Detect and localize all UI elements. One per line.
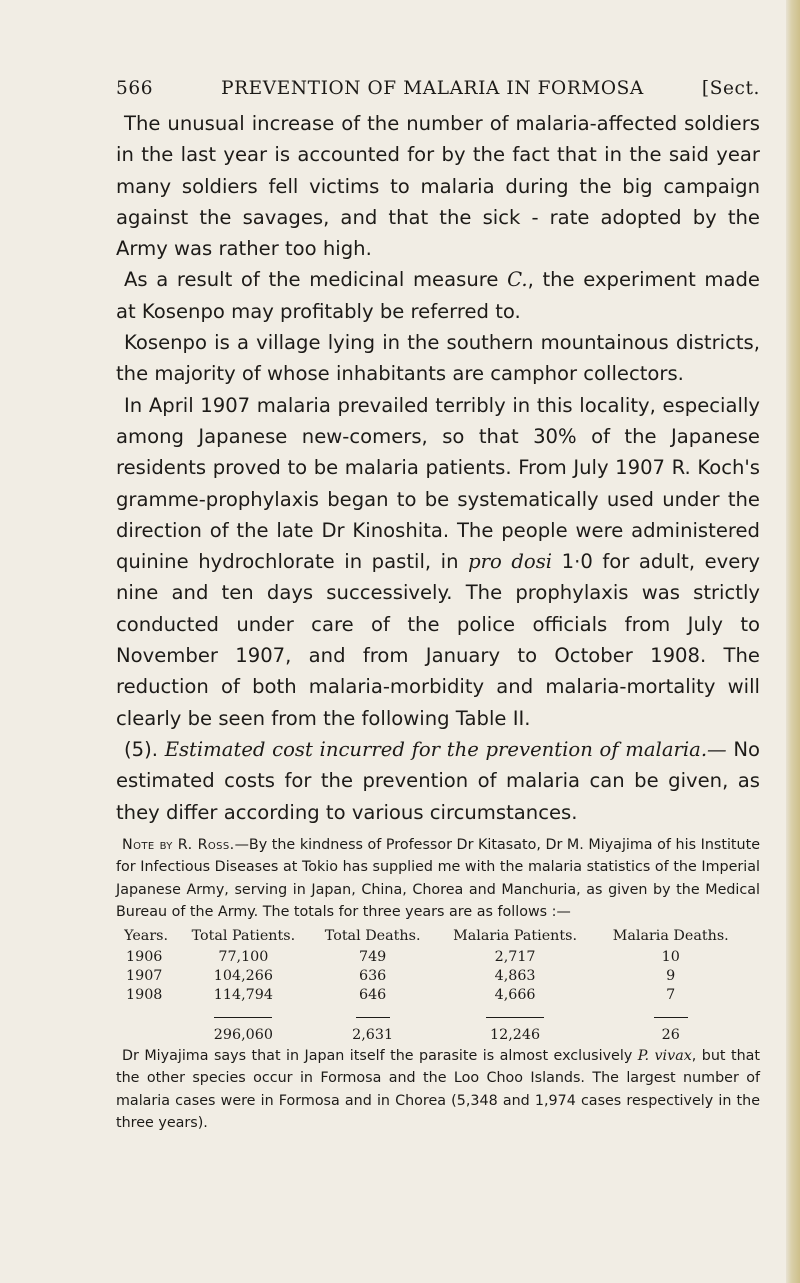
table-cell: 9 (666, 968, 676, 985)
footnote (116, 834, 760, 924)
table-cell: 7 (666, 987, 676, 1004)
statistics-table (116, 928, 746, 1043)
total-rule (486, 1017, 544, 1018)
table-cell: 2,717 (494, 949, 536, 966)
note-text: —By the kindness of Professor Dr Kitasato, Dr M. Miyajima of his Institute for Infectious Diseases at Tokio has supplied me with the malaria statistics of the Imperial Japanese Army, serving in Japan, China, Chorea and Manchuria, as given by the Medical Bureau of the Army. The totals for three years are as follows :— (116, 836, 760, 921)
table-header-row (116, 928, 746, 948)
column-header: Malaria Deaths. (612, 927, 729, 944)
paragraph-4-text-b: 1·0 for adult, every nine and ten days successively. The prophylaxis was strictly conducted under care of the police officials from July to November 1907, and from January to October 1908. The reduction of both malaria-morbidity and malaria-mortality will clearly be seen from the following Table II. (116, 550, 760, 730)
table-cell: 114,794 (213, 987, 273, 1004)
column-header: Malaria Patients. (453, 927, 577, 944)
table-cell: 1907 (126, 968, 163, 985)
table-cell: 4,666 (494, 987, 536, 1004)
paragraph-4-text-a: In April 1907 malaria prevailed terribly in this locality, especially among Japanese new-comers, so that 30% of the Japanese residents proved to be malaria patients. From July 1907 R. Koch's gramme-prophylaxis began to be systematically used under the direction of the late Dr Kinoshita. The people were administered quinine hydrochlorate in pastil, in (116, 393, 760, 574)
paragraph-2-italic: C. (507, 268, 528, 292)
note-label: Note by R. Ross. (122, 836, 235, 853)
closing-text-a: Dr Miyajima says that in Japan itself the parasite is almost exclusively (122, 1047, 638, 1064)
table-cell: 77,100 (218, 949, 269, 966)
total-cell: 12,246 (490, 1026, 541, 1043)
running-title: PREVENTION OF MALARIA IN FORMOSA (221, 78, 644, 99)
table-cell: 4,863 (494, 968, 536, 985)
paragraph-5 (116, 734, 760, 828)
total-cell: 26 (661, 1026, 680, 1043)
table-cell: 1906 (126, 949, 163, 966)
running-header (116, 78, 760, 108)
species-name: P. vivax (637, 1047, 692, 1064)
table-cell: 10 (661, 949, 680, 966)
main-text (116, 108, 760, 828)
closing-paragraph (116, 1045, 760, 1135)
table-cell: 104,266 (213, 968, 273, 985)
column-header: Total Deaths. (324, 927, 421, 944)
paragraph-3: Kosenpo is a village lying in the southern mountainous districts, the majority of whose inhabitants are camphor collectors. (116, 331, 760, 386)
paragraph-2-text-b: , the experiment made at Kosenpo may profitably be referred to. (116, 268, 760, 323)
paragraph-4-italic: pro dosi (468, 550, 553, 574)
section-label: [Sect. (701, 78, 760, 99)
page-edge (786, 0, 800, 1283)
total-rule (356, 1017, 390, 1018)
paragraph-5-heading: Estimated cost incurred for the prevention of malaria.— (164, 737, 727, 761)
table-rule-row (116, 1005, 746, 1024)
table-row (116, 948, 746, 967)
paragraph-2 (116, 264, 760, 327)
paragraph-2-text-a: As a result of the medicinal measure (124, 268, 508, 292)
paragraph-1: The unusual increase of the number of malaria-affected soldiers in the last year is accounted for by the fact that in the said year many soldiers fell victims to malaria during the big campaign against the savages, and that the sick - rate adopted by the Army was rather too high. (116, 112, 760, 261)
table-row (116, 986, 746, 1005)
table-cell: 636 (358, 968, 387, 985)
closing-text-b: , but that the other species occur in Formosa and the Loo Choo Islands. The largest number of malaria cases were in Formosa and in Chorea (5,348 and 1,974 cases respectively in the three years). (116, 1047, 761, 1132)
page-number: 566 (116, 78, 154, 99)
paragraph-5-number: (5). (124, 737, 165, 761)
total-cell: 296,060 (213, 1026, 273, 1043)
column-header: Years. (124, 927, 169, 944)
table-cell: 1908 (126, 987, 163, 1004)
total-cell: 2,631 (352, 1026, 394, 1043)
table-cell: 749 (358, 949, 387, 966)
table-cell: 646 (358, 987, 387, 1004)
book-page (116, 78, 760, 1135)
table-total-row (116, 1024, 746, 1043)
total-rule (654, 1017, 688, 1018)
paragraph-4 (116, 390, 760, 734)
table-row (116, 967, 746, 986)
total-rule (214, 1017, 272, 1018)
column-header: Total Patients. (191, 927, 296, 944)
paragraph-5-text: No estimated costs for the prevention of malaria can be given, as they differ according to various circumstances. (116, 737, 760, 824)
